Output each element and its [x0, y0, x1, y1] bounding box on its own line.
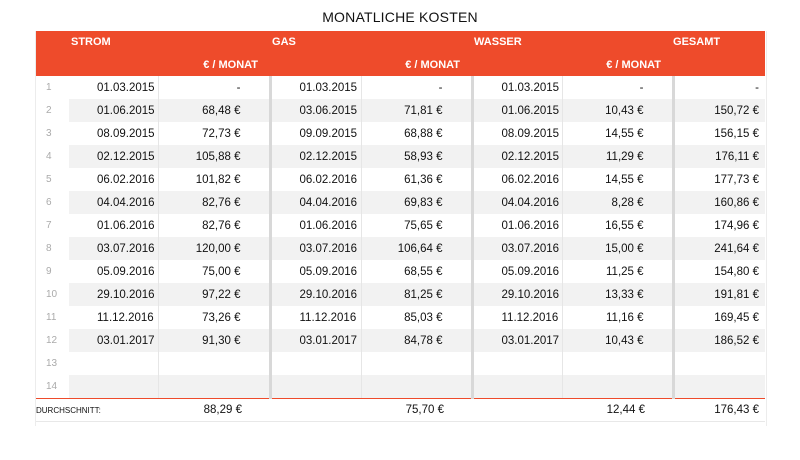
wasser-date-cell[interactable]: 01.03.2015	[472, 76, 562, 99]
strom-value-cell[interactable]: 82,76 €	[158, 191, 270, 214]
gas-date-cell[interactable]: 03.07.2016	[270, 237, 361, 260]
gas-value-cell[interactable]: 69,83 €	[361, 191, 472, 214]
total-cell[interactable]: 176,11 €	[673, 145, 765, 168]
gas-value-cell[interactable]: 84,78 €	[361, 329, 472, 352]
wasser-value-cell[interactable]: -	[562, 76, 673, 99]
gas-value-cell[interactable]: 81,25 €	[361, 283, 472, 306]
wasser-date-cell[interactable]	[472, 352, 562, 375]
wasser-date-cell[interactable]: 06.02.2016	[472, 168, 562, 191]
gas-value-cell[interactable]: 68,55 €	[361, 260, 472, 283]
strom-date-cell[interactable]: 11.12.2016	[69, 306, 158, 329]
strom-value-cell[interactable]	[158, 352, 270, 375]
row-index: 5	[35, 168, 69, 191]
strom-value-cell[interactable]: 91,30 €	[158, 329, 270, 352]
row-index: 11	[35, 306, 69, 329]
wasser-value-cell[interactable]: 11,29 €	[562, 145, 673, 168]
strom-date-cell[interactable]: 03.01.2017	[69, 329, 158, 352]
wasser-value-cell[interactable]: 11,25 €	[562, 260, 673, 283]
gas-value-cell[interactable]: 68,88 €	[361, 122, 472, 145]
wasser-value-cell[interactable]: 15,00 €	[562, 237, 673, 260]
row-index: 13	[35, 352, 69, 375]
wasser-value-cell[interactable]: 10,43 €	[562, 329, 673, 352]
wasser-date-cell[interactable]: 02.12.2015	[472, 145, 562, 168]
header-row-categories	[35, 31, 765, 53]
total-cell[interactable]: 177,73 €	[673, 168, 765, 191]
gas-value-cell[interactable]: 106,64 €	[361, 237, 472, 260]
table-row	[35, 260, 765, 283]
total-cell[interactable]: 241,64 €	[673, 237, 765, 260]
wasser-value-cell[interactable]: 11,16 €	[562, 306, 673, 329]
strom-value-cell[interactable]: 97,22 €	[158, 283, 270, 306]
row-index: 8	[35, 237, 69, 260]
gas-value-cell[interactable]	[361, 375, 472, 399]
wasser-date-cell[interactable]: 01.06.2015	[472, 99, 562, 122]
strom-date-cell[interactable]: 06.02.2016	[69, 168, 158, 191]
total-cell[interactable]: -	[673, 76, 765, 99]
wasser-date-cell[interactable]: 05.09.2016	[472, 260, 562, 283]
strom-date-cell[interactable]: 29.10.2016	[69, 283, 158, 306]
table-row	[35, 191, 765, 214]
row-index: 3	[35, 122, 69, 145]
table-row	[35, 352, 765, 375]
wasser-value-cell[interactable]: 8,28 €	[562, 191, 673, 214]
row-index: 7	[35, 214, 69, 237]
gas-date-cell[interactable]: 29.10.2016	[270, 283, 361, 306]
wasser-date-cell[interactable]: 03.01.2017	[472, 329, 562, 352]
row-index: 6	[35, 191, 69, 214]
gas-value-cell[interactable]: 61,36 €	[361, 168, 472, 191]
header-strom[interactable]: STROM	[69, 31, 270, 53]
strom-date-cell[interactable]: 08.09.2015	[69, 122, 158, 145]
header-gesamt[interactable]: GESAMT	[673, 31, 765, 53]
wasser-date-cell[interactable]: 04.04.2016	[472, 191, 562, 214]
gas-date-cell[interactable]: 04.04.2016	[270, 191, 361, 214]
gas-date-cell[interactable]	[270, 375, 361, 399]
cost-table	[35, 31, 765, 422]
page-title: MONATLICHE KOSTEN	[322, 9, 478, 25]
strom-value-cell[interactable]: 68,48 €	[158, 99, 270, 122]
gas-value-cell[interactable]: 75,65 €	[361, 214, 472, 237]
header-unit-strom[interactable]: € / MONAT	[158, 53, 270, 76]
average-gas[interactable]: 75,70 €	[361, 399, 472, 422]
average-total[interactable]: 176,43 €	[673, 399, 765, 422]
total-cell[interactable]: 174,96 €	[673, 214, 765, 237]
total-cell[interactable]: 169,45 €	[673, 306, 765, 329]
gas-value-cell[interactable]: 85,03 €	[361, 306, 472, 329]
row-index: 1	[35, 76, 69, 99]
table-row	[35, 214, 765, 237]
strom-value-cell[interactable]: 82,76 €	[158, 214, 270, 237]
gas-value-cell[interactable]: 58,93 €	[361, 145, 472, 168]
strom-value-cell[interactable]	[158, 375, 270, 399]
table-row	[35, 168, 765, 191]
strom-value-cell[interactable]: 75,00 €	[158, 260, 270, 283]
gas-date-cell[interactable]: 11.12.2016	[270, 306, 361, 329]
wasser-value-cell[interactable]: 14,55 €	[562, 168, 673, 191]
table-row	[35, 76, 765, 99]
header-wasser[interactable]: WASSER	[472, 31, 673, 53]
wasser-value-cell[interactable]: 13,33 €	[562, 283, 673, 306]
total-cell[interactable]: 154,80 €	[673, 260, 765, 283]
row-index: 10	[35, 283, 69, 306]
gas-date-cell[interactable]: 09.09.2015	[270, 122, 361, 145]
gas-date-cell[interactable]: 02.12.2015	[270, 145, 361, 168]
header-gas[interactable]: GAS	[270, 31, 472, 53]
strom-value-cell[interactable]: 105,88 €	[158, 145, 270, 168]
row-index: 14	[35, 375, 69, 399]
strom-date-cell[interactable]: 03.07.2016	[69, 237, 158, 260]
wasser-value-cell[interactable]	[562, 375, 673, 399]
wasser-value-cell[interactable]: 16,55 €	[562, 214, 673, 237]
table-row	[35, 237, 765, 260]
strom-value-cell[interactable]: 120,00 €	[158, 237, 270, 260]
strom-date-cell[interactable]: 04.04.2016	[69, 191, 158, 214]
strom-date-cell[interactable]: 01.06.2016	[69, 214, 158, 237]
header-blank	[35, 31, 69, 53]
wasser-date-cell[interactable]: 29.10.2016	[472, 283, 562, 306]
gas-date-cell[interactable]	[270, 352, 361, 375]
gas-date-cell[interactable]: 03.01.2017	[270, 329, 361, 352]
average-wasser[interactable]: 12,44 €	[562, 399, 673, 422]
gas-date-cell[interactable]: 03.06.2015	[270, 99, 361, 122]
table-row	[35, 99, 765, 122]
strom-value-cell[interactable]: 72,73 €	[158, 122, 270, 145]
total-cell[interactable]: 186,52 €	[673, 329, 765, 352]
table-row	[35, 283, 765, 306]
wasser-date-cell[interactable]	[472, 375, 562, 399]
strom-date-cell[interactable]: 01.06.2015	[69, 99, 158, 122]
strom-date-cell[interactable]	[69, 352, 158, 375]
gas-date-cell[interactable]: 01.06.2016	[270, 214, 361, 237]
wasser-value-cell[interactable]: 10,43 €	[562, 99, 673, 122]
table-body	[35, 76, 765, 399]
header-unit-gas[interactable]: € / MONAT	[361, 53, 472, 76]
average-strom[interactable]: 88,29 €	[158, 399, 270, 422]
gas-date-cell[interactable]: 01.03.2015	[270, 76, 361, 99]
wasser-date-cell[interactable]: 01.06.2016	[472, 214, 562, 237]
wasser-value-cell[interactable]: 14,55 €	[562, 122, 673, 145]
total-cell[interactable]: 160,86 €	[673, 191, 765, 214]
wasser-date-cell[interactable]: 03.07.2016	[472, 237, 562, 260]
strom-value-cell[interactable]: 101,82 €	[158, 168, 270, 191]
total-cell[interactable]: 150,72 €	[673, 99, 765, 122]
table-row	[35, 306, 765, 329]
strom-date-cell[interactable]	[69, 375, 158, 399]
header-unit-wasser[interactable]: € / MONAT	[562, 53, 673, 76]
row-index: 9	[35, 260, 69, 283]
gas-date-cell[interactable]: 06.02.2016	[270, 168, 361, 191]
gas-value-cell[interactable]	[361, 352, 472, 375]
strom-date-cell[interactable]: 02.12.2015	[69, 145, 158, 168]
row-index: 12	[35, 329, 69, 352]
header-row-units	[35, 53, 765, 76]
table-row	[35, 329, 765, 352]
average-label: DURCHSCHNITT:	[35, 399, 158, 422]
footer-row-average	[35, 399, 765, 422]
wasser-date-cell[interactable]: 11.12.2016	[472, 306, 562, 329]
wasser-value-cell[interactable]	[562, 352, 673, 375]
total-cell[interactable]: 191,81 €	[673, 283, 765, 306]
strom-date-cell[interactable]: 05.09.2016	[69, 260, 158, 283]
gas-value-cell[interactable]: 71,81 €	[361, 99, 472, 122]
total-cell[interactable]: 156,15 €	[673, 122, 765, 145]
strom-value-cell[interactable]: -	[158, 76, 270, 99]
gas-date-cell[interactable]: 05.09.2016	[270, 260, 361, 283]
strom-value-cell[interactable]: 73,26 €	[158, 306, 270, 329]
row-index: 4	[35, 145, 69, 168]
row-index: 2	[35, 99, 69, 122]
total-cell[interactable]	[673, 352, 765, 375]
wasser-date-cell[interactable]: 08.09.2015	[472, 122, 562, 145]
table-row	[35, 122, 765, 145]
table-row	[35, 145, 765, 168]
table-row	[35, 375, 765, 399]
gas-value-cell[interactable]: -	[361, 76, 472, 99]
total-cell[interactable]	[673, 375, 765, 399]
strom-date-cell[interactable]: 01.03.2015	[69, 76, 158, 99]
